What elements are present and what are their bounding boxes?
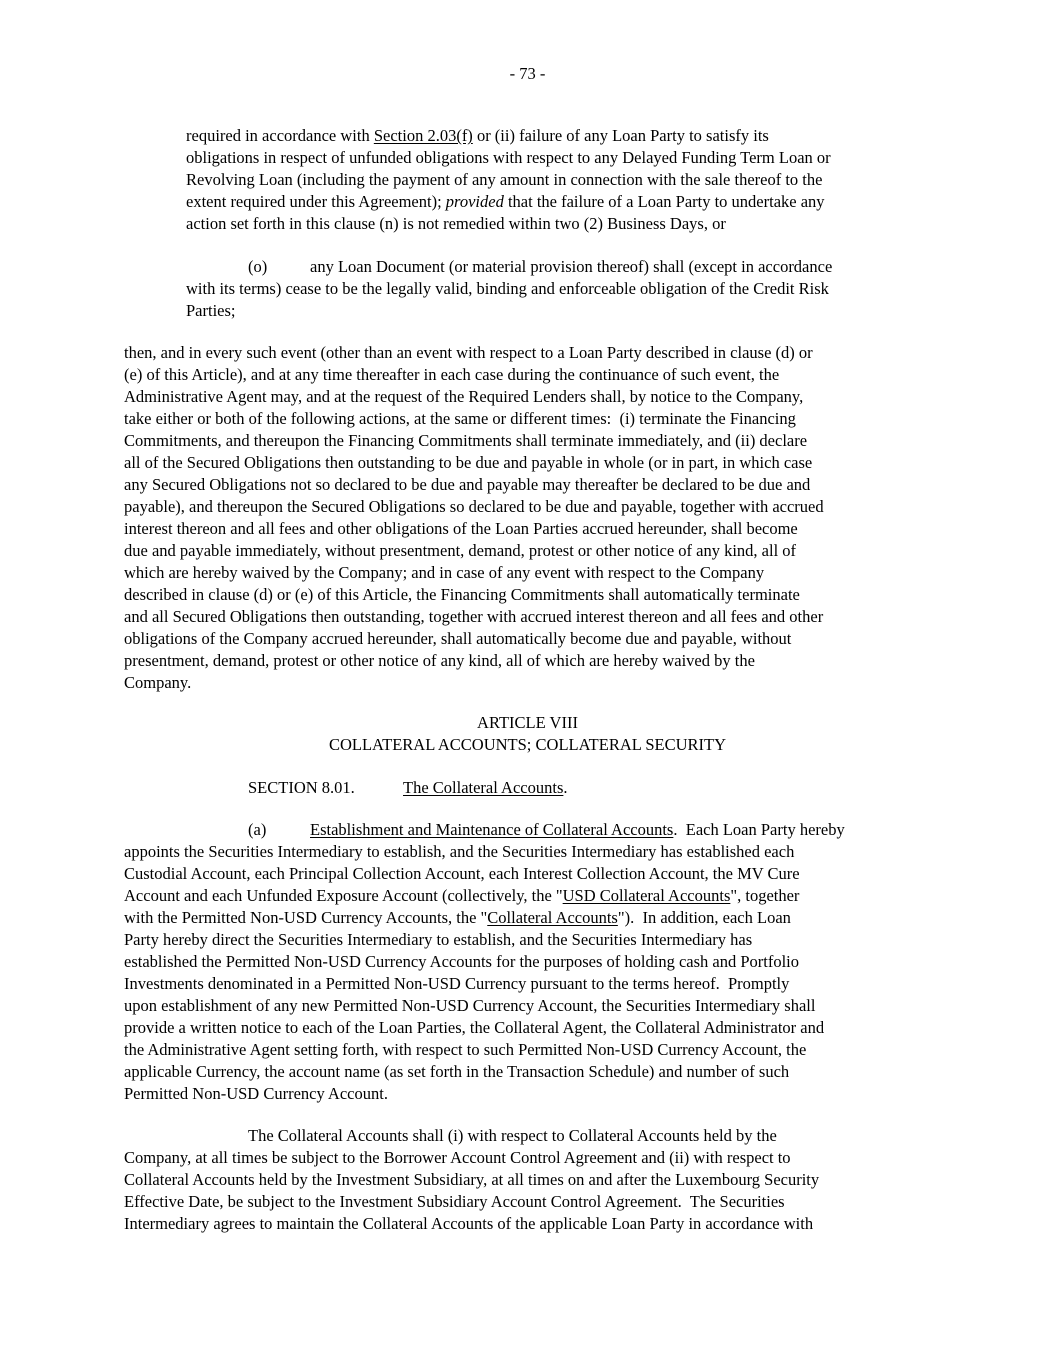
remedies-line: payable), and thereupon the Secured Obligations so declared to be due and payable, together with accrued bbox=[124, 497, 824, 516]
remedies-line: Company. bbox=[124, 673, 192, 692]
paragraph-a-line: provide a written notice to each of the Loan Parties, the Collateral Agent, the Collateral Administrator and bbox=[124, 1018, 825, 1037]
paragraph-a-line: Permitted Non-USD Currency Account. bbox=[124, 1084, 388, 1103]
defined-term-usd-collateral-accounts: USD Collateral Accounts bbox=[562, 886, 731, 905]
paragraph-a-line-4 bbox=[124, 885, 799, 907]
clause-n-line-3: Revolving Loan (including the payment of any amount in connection with the sale thereof to the bbox=[186, 170, 823, 189]
paragraph-a-heading: Establishment and Maintenance of Collateral Accounts bbox=[310, 820, 674, 839]
paragraph-a-line: Party hereby direct the Securities Intermediary to establish, and the Securities Intermediary has bbox=[124, 930, 753, 949]
page-number: - 73 - bbox=[509, 64, 546, 83]
clause-n-line-1 bbox=[186, 125, 769, 147]
paragraph-a-text: Account and each Unfunded Exposure Account (collectively, the " bbox=[124, 886, 563, 905]
remedies-line: obligations of the Company accrued hereunder, shall automatically become due and payable, without bbox=[124, 629, 792, 648]
paragraph-a-line: the Administrative Agent setting forth, with respect to such Permitted Non-USD Currency Account, the bbox=[124, 1040, 807, 1059]
remedies-line: due and payable immediately, without presentment, demand, protest or other notice of any kind, all of bbox=[124, 541, 797, 560]
control-paragraph-line: Effective Date, be subject to the Investment Subsidiary Account Control Agreement. The Securities bbox=[124, 1192, 785, 1211]
remedies-line: presentment, demand, protest or other notice of any kind, all of which are hereby waived by the bbox=[124, 651, 755, 670]
section-heading bbox=[403, 777, 568, 799]
paragraph-a-line: established the Permitted Non-USD Currency Accounts for the purposes of holding cash and Portfolio bbox=[124, 952, 800, 971]
section-period: . bbox=[563, 778, 568, 797]
control-paragraph-line: Company, at all times be subject to the Borrower Account Control Agreement and (ii) with respect to bbox=[124, 1148, 791, 1167]
defined-term-collateral-accounts: Collateral Accounts bbox=[487, 908, 618, 927]
remedies-line: Commitments, and thereupon the Financing Commitments shall terminate immediately, and (ii) declare bbox=[124, 431, 808, 450]
paragraph-a-line-5 bbox=[124, 907, 791, 929]
paragraph-a-line-2: appoints the Securities Intermediary to establish, and the Securities Intermediary has established each bbox=[124, 842, 795, 861]
paragraph-a-line: Investments denominated in a Permitted Non-USD Currency pursuant to the terms hereof. Promptly bbox=[124, 974, 790, 993]
clause-n-text: extent required under this Agreement); bbox=[186, 192, 446, 211]
remedies-line: described in clause (d) or (e) of this Article, the Financing Commitments shall automatically terminate bbox=[124, 585, 800, 604]
clause-n-line-4 bbox=[186, 191, 825, 213]
article-title: COLLATERAL ACCOUNTS; COLLATERAL SECURITY bbox=[328, 735, 727, 754]
paragraph-a-text: "). In addition, each Loan bbox=[617, 908, 791, 927]
remedies-line: all of the Secured Obligations then outstanding to be due and payable in whole (or in part, in which case bbox=[124, 453, 813, 472]
remedies-line: take either or both of the following actions, at the same or different times: (i) terminate the Financing bbox=[124, 409, 796, 428]
remedies-line: interest thereon and all fees and other obligations of the Loan Parties accrued hereunder, shall become bbox=[124, 519, 798, 538]
remedies-line: then, and in every such event (other than an event with respect to a Loan Party described in clause (d) or bbox=[124, 343, 813, 362]
paragraph-a-text: ", together bbox=[730, 886, 800, 905]
control-paragraph-line: Intermediary agrees to maintain the Collateral Accounts of the applicable Loan Party in accordance with bbox=[124, 1214, 814, 1233]
control-paragraph-line: Collateral Accounts held by the Investment Subsidiary, at all times on and after the Luxembourg Security bbox=[124, 1170, 820, 1189]
remedies-line: (e) of this Article), and at any time thereafter in each case during the continuance of such event, the bbox=[124, 365, 780, 384]
paragraph-a-text: . Each Loan Party hereby bbox=[673, 820, 845, 839]
clause-n-text: or (ii) failure of any Loan Party to satisfy its bbox=[472, 126, 769, 145]
control-paragraph-line-1: The Collateral Accounts shall (i) with respect to Collateral Accounts held by the bbox=[248, 1126, 777, 1145]
clause-o-line-2: with its terms) cease to be the legally valid, binding and enforceable obligation of the Credit Risk bbox=[186, 279, 829, 298]
clause-n-text: that the failure of a Loan Party to undertake any bbox=[503, 192, 825, 211]
remedies-line: Administrative Agent may, and at the request of the Required Lenders shall, by notice to the Company, bbox=[124, 387, 804, 406]
clause-n-line-5: action set forth in this clause (n) is not remedied within two (2) Business Days, or bbox=[186, 214, 726, 233]
paragraph-a-line: applicable Currency, the account name (as set forth in the Transaction Schedule) and number of such bbox=[124, 1062, 790, 1081]
remedies-line: which are hereby waived by the Company; and in case of any event with respect to the Company bbox=[124, 563, 765, 582]
article-number: ARTICLE VIII bbox=[477, 713, 578, 732]
paragraph-a-line-1 bbox=[310, 819, 845, 841]
provided-term: provided bbox=[445, 192, 504, 211]
clause-o-line-1: any Loan Document (or material provision thereof) shall (except in accordance bbox=[310, 257, 833, 276]
paragraph-a-label: (a) bbox=[248, 820, 267, 839]
clause-o-label: (o) bbox=[248, 257, 268, 276]
clause-n-line-2: obligations in respect of unfunded obligations with respect to any Delayed Funding Term Loan or bbox=[186, 148, 831, 167]
paragraph-a-line-3: Custodial Account, each Principal Collection Account, each Interest Collection Account, the MV Cure bbox=[124, 864, 800, 883]
section-number: SECTION 8.01. bbox=[248, 778, 355, 797]
section-title: The Collateral Accounts bbox=[403, 778, 564, 797]
remedies-line: any Secured Obligations not so declared to be due and payable may thereafter be declared to be due and bbox=[124, 475, 811, 494]
clause-o-line-3: Parties; bbox=[186, 301, 236, 320]
remedies-line: and all Secured Obligations then outstanding, together with accrued interest thereon and all fees and other bbox=[124, 607, 824, 626]
section-reference: Section 2.03(f) bbox=[373, 126, 473, 145]
paragraph-a-line: upon establishment of any new Permitted Non-USD Currency Account, the Securities Intermediary shall bbox=[124, 996, 816, 1015]
paragraph-a-text: with the Permitted Non-USD Currency Accounts, the " bbox=[124, 908, 488, 927]
clause-n-text: required in accordance with bbox=[186, 126, 374, 145]
